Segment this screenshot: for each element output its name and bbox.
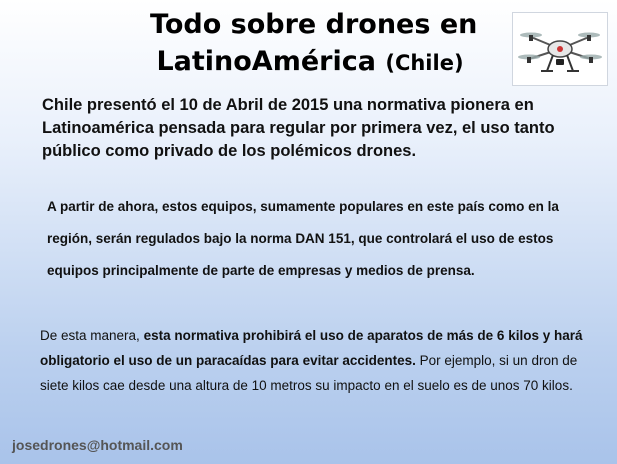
drone-icon <box>512 12 608 86</box>
paragraph-intro: Chile presentó el 10 de Abril de 2015 una normativa pionera en Latinoamérica pensada para regular por primera vez, el uso tanto público como privado de los polémicos drones. <box>42 96 555 160</box>
title-line-1: Todo sobre drones en <box>150 9 478 40</box>
title-line-2 <box>150 43 470 82</box>
title-country: (Chile) <box>385 51 464 75</box>
footer-email: josedrones@hotmail.com <box>12 437 183 453</box>
details-rest: Por ejemplo, si un dron de siete kilos cae desde una altura de 10 metros su impacto en el suelo es de unos 70 kilos. <box>40 353 578 393</box>
details-lead: De esta manera, <box>40 328 144 343</box>
details-bold: esta normativa prohibirá el uso de aparatos de más de 6 kilos y hará obligatorio el uso de un paracaídas para evitar accidentes. <box>40 328 583 368</box>
paragraph-regulation: A partir de ahora, estos equipos, sumamente populares en este país como en la región, serán regulados bajo la norma DAN 151, que controlará el uso de estos equipos principalmente de parte de empresas y medios de prensa. <box>47 199 559 278</box>
title-country-region: LatinoAmérica <box>156 46 376 77</box>
slide-title <box>150 6 478 82</box>
paragraph-details <box>40 323 602 398</box>
